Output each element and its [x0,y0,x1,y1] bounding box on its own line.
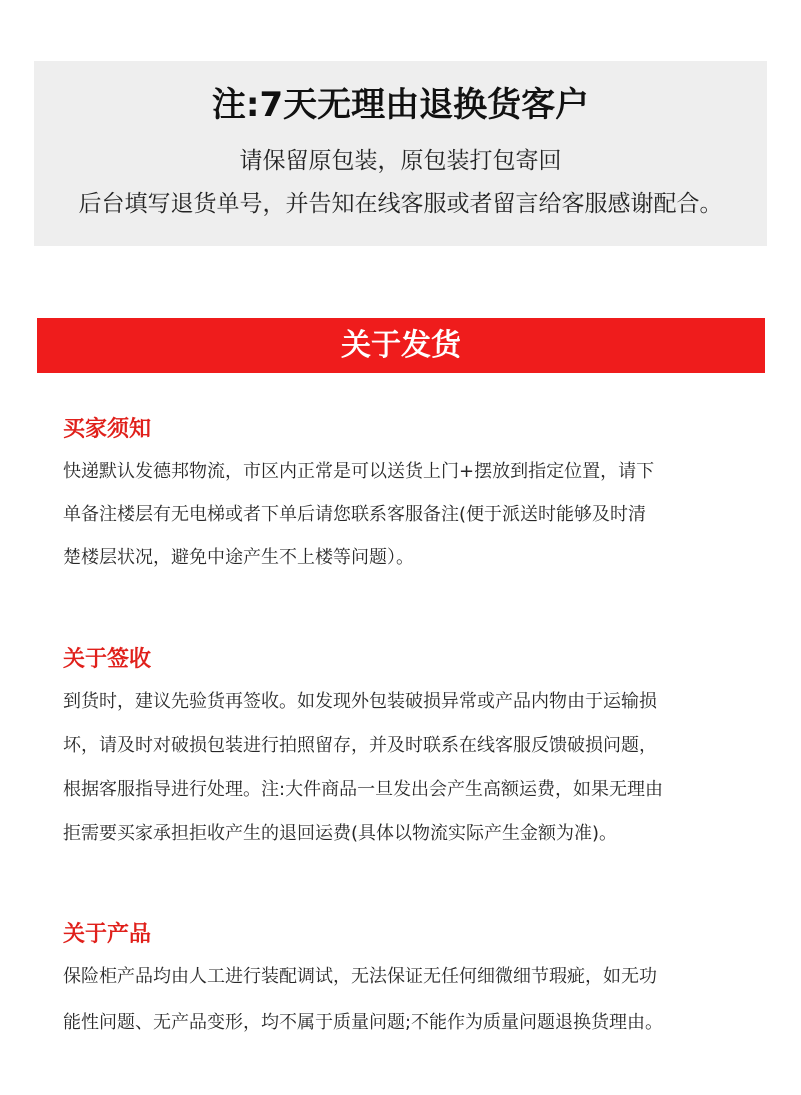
section-line: 拒需要买家承担拒收产生的退回运费(具体以物流实际产生金额为准)。 [63,823,618,844]
section-line: 保险柜产品均由人工进行装配调试，无法保证无任何细微细节瑕疵，如无功 [63,966,657,987]
section-body [63,689,753,846]
section-product [63,920,753,1056]
section-heading: 关于产品 [63,922,152,947]
notice-line-packaging: 请保留原包装，原包装打包寄回 [239,148,562,174]
section-line: 到货时，建议先验货再签收。如发现外包装破损异常或产品内物由于运输损 [63,691,657,712]
section-heading: 关于签收 [63,647,152,672]
notice-line-tracking: 后台填写退货单号，并告知在线客服或者留言给客服感谢配合。 [78,191,723,217]
section-body [63,459,753,570]
section-line: 能性问题、无产品变形，均不属于质量问题;不能作为质量问题退换货理由。 [63,1012,664,1033]
section-line: 快递默认发德邦物流，市区内正常是可以送货上门+摆放到指定位置，请下 [63,461,655,482]
section-signing [63,645,753,865]
section-buyer-notice [63,415,753,588]
section-line: 楚楼层状况，避免中途产生不上楼等问题）。 [63,547,414,568]
shipping-section-banner: 关于发货 [37,318,765,373]
return-policy-notice [34,61,767,246]
section-heading: 买家须知 [63,417,152,442]
section-line: 坏，请及时对破损包装进行拍照留存，并及时联系在线客服反馈破损问题， [63,735,657,756]
section-line: 单备注楼层有无电梯或者下单后请您联系客服备注(便于派送时能够及时清 [63,504,647,525]
notice-title: 注:7天无理由退换货客户 [211,85,590,125]
section-body [63,964,753,1035]
section-line: 根据客服指导进行处理。注:大件商品一旦发出会产生高额运费，如果无理由 [63,779,664,800]
